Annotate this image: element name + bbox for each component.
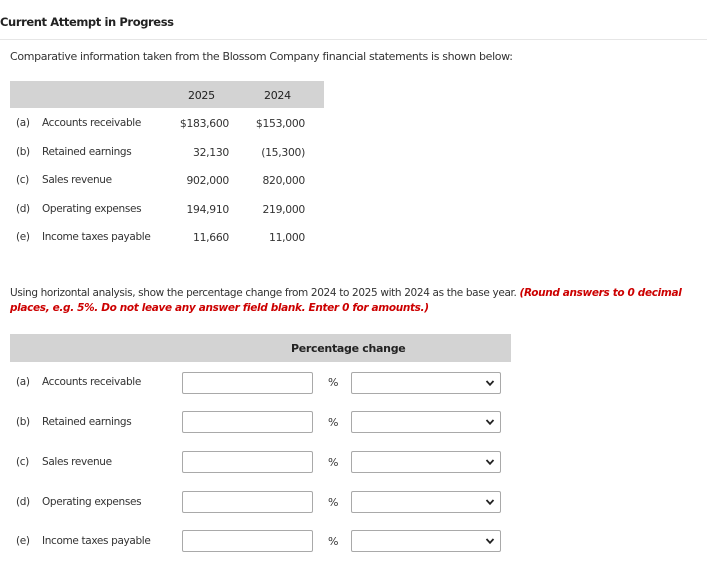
row-letter: (a) <box>16 117 30 129</box>
percentage-input[interactable] <box>182 491 313 513</box>
chevron-down-icon <box>485 497 495 507</box>
row-label: Operating expenses <box>42 203 142 215</box>
value-2025: 902,000 <box>186 174 229 187</box>
chevron-down-icon <box>485 536 495 546</box>
row-letter: (b) <box>16 416 30 428</box>
page-title: Current Attempt in Progress <box>0 15 174 29</box>
value-2025: 11,660 <box>193 231 229 244</box>
row-letter: (e) <box>16 535 30 547</box>
change-direction-select[interactable] <box>351 411 501 433</box>
row-letter: (c) <box>16 174 29 186</box>
instructions-text: Using horizontal analysis, show the percentage change from 2024 to 2025 with 2024 as the base year. <box>10 287 517 299</box>
row-label: Retained earnings <box>42 146 132 158</box>
row-label: Sales revenue <box>42 456 112 468</box>
percent-sign: % <box>328 376 339 389</box>
row-letter: (b) <box>16 146 30 158</box>
instructions <box>10 286 700 316</box>
column-header-2024: 2024 <box>264 89 291 102</box>
chevron-down-icon <box>485 457 495 467</box>
chevron-down-icon <box>485 417 495 427</box>
percentage-input[interactable] <box>182 451 313 473</box>
percent-sign: % <box>328 496 339 509</box>
chevron-down-icon <box>485 378 495 388</box>
row-letter: (a) <box>16 376 30 388</box>
row-label: Income taxes payable <box>42 535 151 547</box>
row-letter: (d) <box>16 496 30 508</box>
row-label: Operating expenses <box>42 496 142 508</box>
row-label: Accounts receivable <box>42 117 141 129</box>
row-letter: (e) <box>16 231 30 243</box>
percent-sign: % <box>328 535 339 548</box>
header-divider <box>0 39 707 40</box>
row-label: Income taxes payable <box>42 231 151 243</box>
column-header-2025: 2025 <box>188 89 215 102</box>
value-2025: 32,130 <box>193 146 229 159</box>
value-2024: 219,000 <box>262 203 305 216</box>
percent-sign: % <box>328 416 339 429</box>
row-letter: (c) <box>16 456 29 468</box>
change-direction-select[interactable] <box>351 491 501 513</box>
change-direction-select[interactable] <box>351 451 501 473</box>
percentage-change-header: Percentage change <box>291 342 406 355</box>
intro-text: Comparative information taken from the Blossom Company financial statements is shown below: <box>10 50 513 63</box>
percentage-input[interactable] <box>182 411 313 433</box>
row-label: Sales revenue <box>42 174 112 186</box>
change-direction-select[interactable] <box>351 372 501 394</box>
value-2025: 194,910 <box>186 203 229 216</box>
value-2024: 11,000 <box>269 231 305 244</box>
percentage-input[interactable] <box>182 530 313 552</box>
value-2024: (15,300) <box>261 146 305 159</box>
row-letter: (d) <box>16 203 30 215</box>
value-2025: $183,600 <box>179 117 229 130</box>
row-label: Accounts receivable <box>42 376 141 388</box>
percentage-input[interactable] <box>182 372 313 394</box>
value-2024: $153,000 <box>255 117 305 130</box>
value-2024: 820,000 <box>262 174 305 187</box>
instructions-rounding-note: (Round answers to 0 decimal places, e.g. 5%. Do not leave any answer field blank. Enter 0 for amounts.) <box>10 287 682 314</box>
answer-table-header <box>10 334 511 362</box>
row-label: Retained earnings <box>42 416 132 428</box>
percent-sign: % <box>328 456 339 469</box>
change-direction-select[interactable] <box>351 530 501 552</box>
